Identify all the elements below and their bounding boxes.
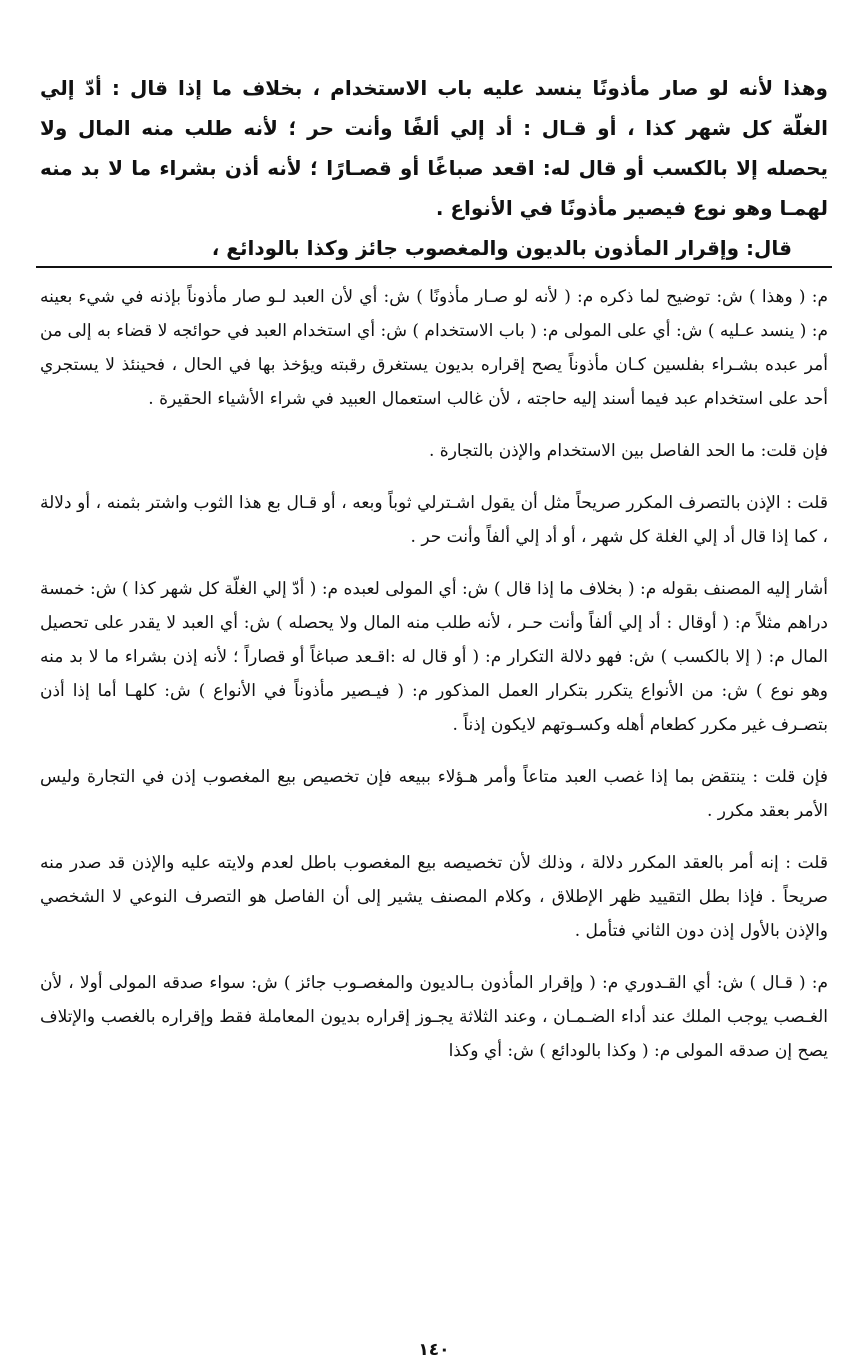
- commentary-block: [40, 280, 828, 1068]
- main-text-paragraph: وهذا لأنه لو صار مأذونًا ينسد عليه باب الاستخدام ، بخلاف ما إذا قال : أدّ إلي الغلّة كل شهر كذا ، أو قـال : أد إلي ألفًا وأنت حر ؛ لأنه طلب منه المال ولا يحصله إلا بالكسب أو قال له: اقعد صباغًا أو قصـارًا ؛ لأنه أذن بشراء ما لا بد منه لهمـا وهو نوع فيصير مأذونًا في الأنواع .: [40, 76, 828, 220]
- commentary-paragraph-1: م: ( وهذا ) ش: توضيح لما ذكره م: ( لأنه لو صـار مأذونًا ) ش: أي لأن العبد لـو صار مأذوناً بإذنه في شيء بعينه م: ( ينسد عـليه ) ش: أي على المولى م: ( باب الاستخدام ) ش: أي استخدام العبد في حوائجه لا قضاء به إلى من أمر عبده بشـراء بفلسين كـان مأذوناً يصح إقراره بديون يستغرق رقبته ويؤخذ بها في الحال ، فحينئذ لا يستجري أحد على استخدام عبد فيما أسند إليه حاجته ، لأن غالب استعمال العبيد في شراء الأشياء الحقيرة .: [40, 287, 828, 409]
- commentary-paragraph-7: م: ( قـال ) ش: أي القـدوري م: ( وإقرار المأذون بـالديون والمغصـوب جائز ) ش: سواء صدقه المولى أولا ، لأن الغـصب يوجب الملك عند أداء الضـمـان ، وعند الثلاثة يجـوز إقراره بديون المعاملة فقط وإقراره بالغصب والإتلاف يصح إن صدقه المولى م: ( وكذا بالودائع ) ش: أي وكذا: [40, 973, 828, 1061]
- page-number: ١٤٠: [418, 1340, 450, 1360]
- section-divider: [36, 266, 832, 268]
- commentary-paragraph-2: فإن قلت: ما الحد الفاصل بين الاستخدام والإذن بالتجارة .: [429, 441, 828, 461]
- main-text-block: [40, 68, 828, 268]
- qaal-line: قال: وإقرار المأذون بالديون والمغصوب جائز وكذا بالودائع ،: [211, 236, 792, 260]
- commentary-paragraph-5: فإن قلت : ينتقض بما إذا غصب العبد متاعاً وأمر هـؤلاء ببيعه فإن تخصيص بيع المغصوب إذن في التجارة وليس الأمر بعقد مكرر .: [40, 767, 828, 821]
- commentary-paragraph-4: أشار إليه المصنف بقوله م: ( بخلاف ما إذا قال ) ش: أي المولى لعبده م: ( أدّ إلي الغلّة كل شهر كذا ) ش: خمسة دراهم مثلاً م: ( أوقال : أد إلي ألفاً وأنت حـر ، لأنه طلب منه المال ولا يحصله ) ش: أي العبد لا يقدر على تحصيل المال م: ( إلا بالكسب ) ش: فهو دلالة التكرار م: ( أو قال له :اقـعد صباغاً أو قصاراً ؛ لأنه إذن بشراء ما لا بد منه وهو نوع ) ش: من الأنواع يتكرر بتكرار العمل المذكور م: ( فيـصير مأذوناً في الأنواع ) ش: كلهـا أما إذا أذن بتصـرف غير مكرر كطعام أهله وكسـوتهم لايكون إذناً .: [40, 579, 828, 735]
- commentary-paragraph-3: قلت : الإذن بالتصرف المكرر صريحاً مثل أن يقول اشـترلي ثوباً وبعه ، أو قـال بع هذا الثوب واشتر بثمنه ، أو دلالة ، كما إذا قال أد إلي الغلة كل شهر ، أو أد إلي ألفاً وأنت حر .: [40, 493, 828, 547]
- commentary-paragraph-6: قلت : إنه أمر بالعقد المكرر دلالة ، وذلك لأن تخصيصه بيع المغصوب باطل لعدم ولايته عليه والإذن قد صدر منه صريحاً . فإذا بطل التقييد ظهر الإطلاق ، وكلام المصنف يشير إلى أن الفاصل هو التصرف النوعي لا الشخصي والإذن بالأول إذن دون الثاني فتأمل .: [40, 853, 828, 941]
